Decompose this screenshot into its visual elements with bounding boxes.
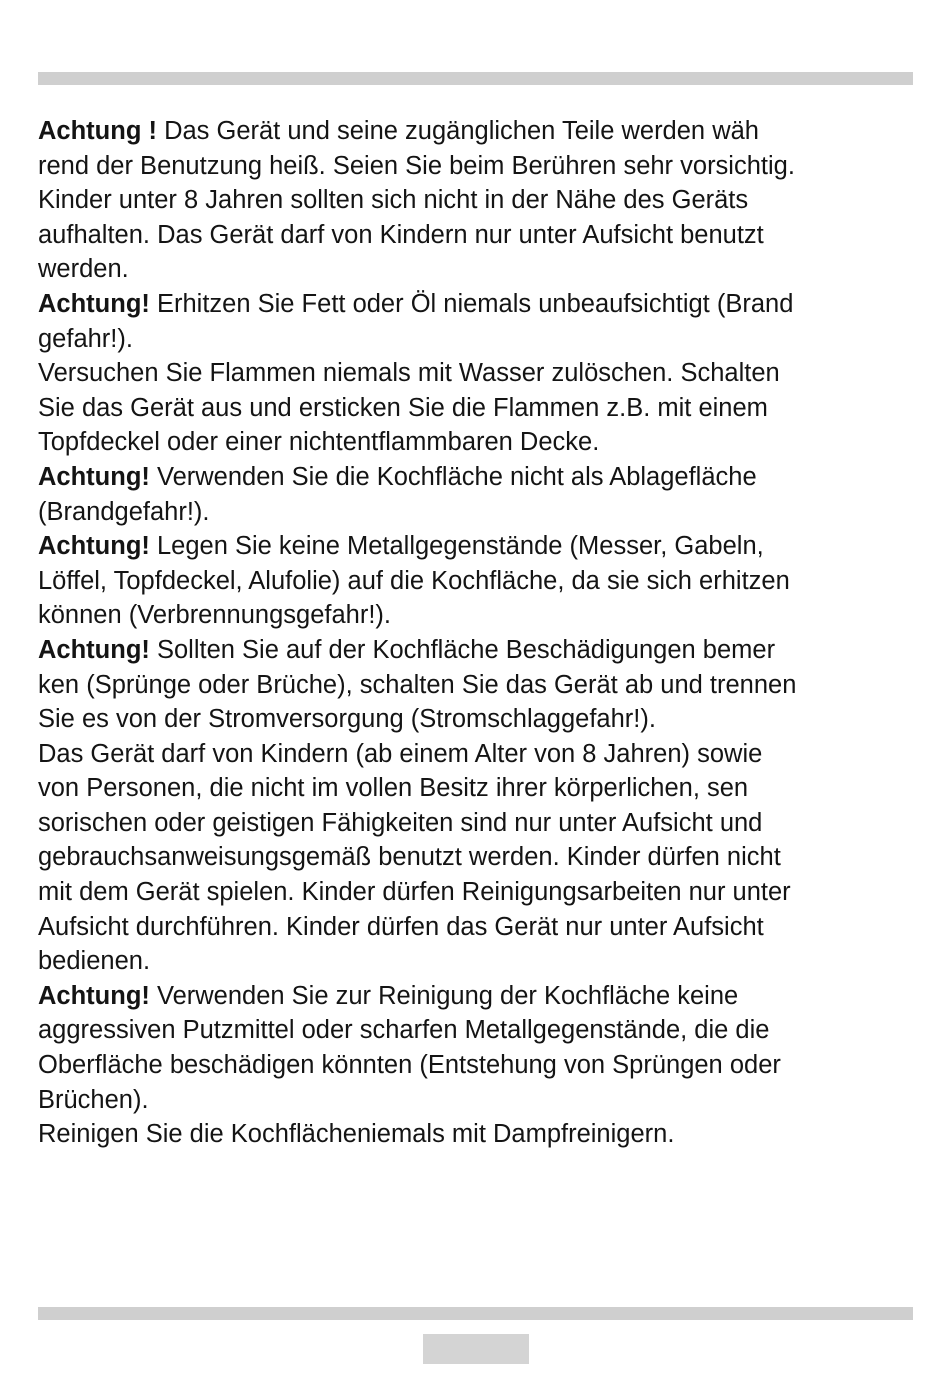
line-text: rend der Benutzung heiß. Seien Sie beim Berühren sehr vorsichtig. xyxy=(38,151,795,180)
line-text: (Brandgefahr!). xyxy=(38,497,210,526)
page-number-box xyxy=(423,1334,529,1364)
text-line xyxy=(38,1013,904,1048)
line-text: Oberfläche beschädigen könnten (Entstehung von Sprüngen oder xyxy=(38,1051,781,1080)
text-line xyxy=(38,218,904,253)
line-text: Aufsicht durchführen. Kinder dürfen das Gerät nur unter Aufsicht xyxy=(38,912,764,941)
warning-label: Achtung! xyxy=(38,532,157,561)
warning-line xyxy=(38,114,904,149)
text-line xyxy=(38,771,904,806)
line-text: Kinder unter 8 Jahren sollten sich nicht in der Nähe des Geräts xyxy=(38,186,749,215)
warning-label: Achtung ! xyxy=(38,117,165,145)
text-line xyxy=(38,1117,904,1152)
line-text: Versuchen Sie Flammen niemals mit Wasser zulöschen. Schalten xyxy=(38,359,780,388)
top-divider xyxy=(38,72,913,85)
warning-label: Achtung! xyxy=(38,289,157,318)
text-line xyxy=(38,495,904,530)
text-line xyxy=(38,668,904,703)
line-text: Topfdeckel oder einer nichtentflammbaren Decke. xyxy=(38,428,600,457)
line-text: Legen Sie keine Metallgegenstände (Messer, Gabeln, xyxy=(156,532,764,561)
warning-label: Achtung! xyxy=(38,462,157,491)
text-line xyxy=(38,391,904,426)
text-line xyxy=(38,356,904,391)
line-text: Sie das Gerät aus und ersticken Sie die Flammen z.B. mit einem xyxy=(38,393,768,422)
text-line xyxy=(38,910,904,945)
line-text: Das Gerät darf von Kindern (ab einem Alter von 8 Jahren) sowie xyxy=(38,739,763,768)
text-line xyxy=(38,737,904,772)
warning-label: Achtung! xyxy=(38,981,157,1010)
warning-line xyxy=(38,529,904,564)
line-text: Verwenden Sie die Kochfläche nicht als Ablagefläche xyxy=(156,462,757,491)
line-text: Reinigen Sie die Kochflächeniemals mit Dampfreinigern. xyxy=(38,1120,675,1149)
text-line xyxy=(38,149,904,184)
warning-label: Achtung! xyxy=(38,635,157,664)
line-text: Sollten Sie auf der Kochfläche Beschädigungen bemer xyxy=(156,635,776,664)
text-line xyxy=(38,1083,904,1118)
text-line xyxy=(38,806,904,841)
text-line xyxy=(38,840,904,875)
line-text: werden. xyxy=(38,255,129,284)
text-line xyxy=(38,425,904,460)
text-line xyxy=(38,183,904,218)
warning-line xyxy=(38,979,904,1014)
line-text: aggressiven Putzmittel oder scharfen Metallgegenstände, die die xyxy=(38,1016,770,1045)
line-text: Sie es von der Stromversorgung (Stromschlaggefahr!). xyxy=(38,705,656,734)
text-line xyxy=(38,944,904,979)
line-text: sorischen oder geistigen Fähigkeiten sind nur unter Aufsicht und xyxy=(38,808,763,837)
line-text: Löffel, Topfdeckel, Alufolie) auf die Kochfläche, da sie sich erhitzen xyxy=(38,566,790,595)
line-text: mit dem Gerät spielen. Kinder dürfen Reinigungsarbeiten nur unter xyxy=(38,878,791,907)
line-text: Erhitzen Sie Fett oder Öl niemals unbeaufsichtigt (Brand xyxy=(156,289,794,318)
text-line xyxy=(38,875,904,910)
warning-line xyxy=(38,287,904,322)
line-text: Das Gerät und seine zugänglichen Teile werden wäh xyxy=(164,117,759,145)
warning-line xyxy=(38,460,904,495)
text-line xyxy=(38,322,904,357)
text-line xyxy=(38,1048,904,1083)
text-line xyxy=(38,702,904,737)
safety-instructions-text xyxy=(38,114,904,1152)
text-line xyxy=(38,598,904,633)
line-text: gefahr!). xyxy=(38,324,133,353)
text-line xyxy=(38,252,904,287)
text-line xyxy=(38,564,904,599)
bottom-divider xyxy=(38,1307,913,1320)
line-text: Brüchen). xyxy=(38,1085,149,1114)
line-text: bedienen. xyxy=(38,947,151,976)
line-text: Verwenden Sie zur Reinigung der Kochfläche keine xyxy=(156,981,739,1010)
line-text: gebrauchsanweisungsgemäß benutzt werden. Kinder dürfen nicht xyxy=(38,843,781,872)
warning-line xyxy=(38,633,904,668)
line-text: ken (Sprünge oder Brüche), schalten Sie das Gerät ab und trennen xyxy=(38,670,797,699)
line-text: aufhalten. Das Gerät darf von Kindern nur unter Aufsicht benutzt xyxy=(38,220,764,249)
line-text: von Personen, die nicht im vollen Besitz ihrer körperlichen, sen xyxy=(38,774,749,803)
line-text: können (Verbrennungsgefahr!). xyxy=(38,601,391,630)
